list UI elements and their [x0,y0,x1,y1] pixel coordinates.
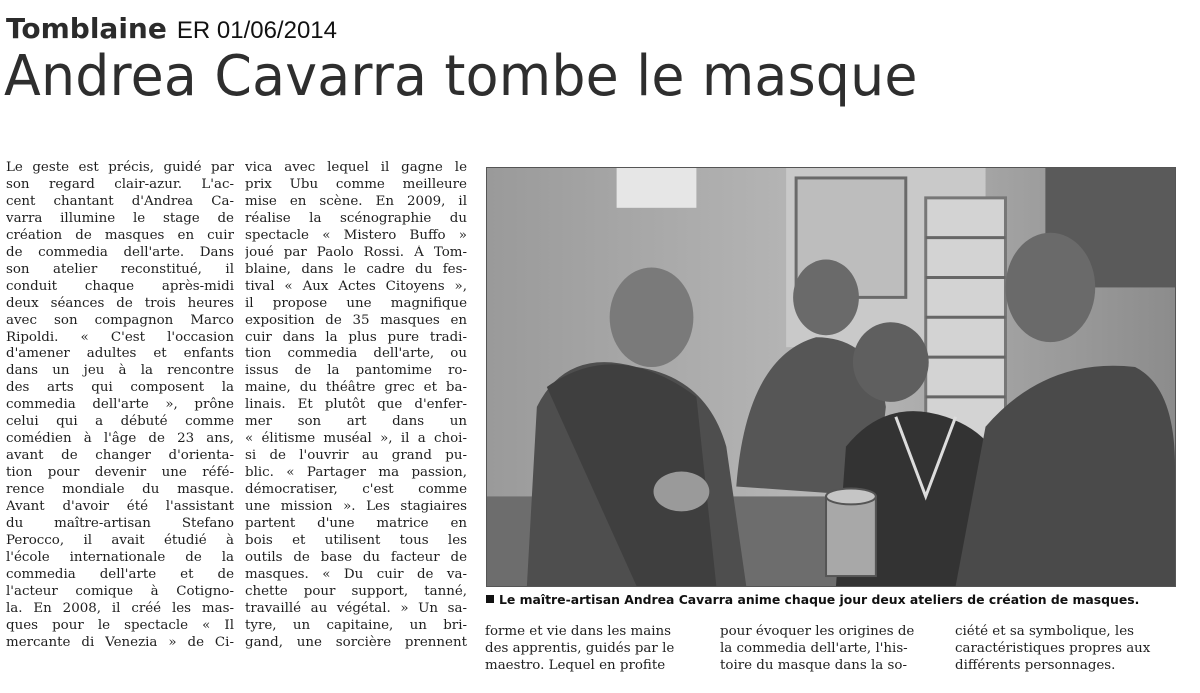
article-line: Avant d'avoir été l'assistant [6,499,234,515]
article-bottom-column-1 [485,624,707,675]
article-line: cent chantant d'Andrea Ca- [6,193,234,209]
article-line: Perocco, il avait étudié à [6,532,234,548]
article-line: ciété et sa symbolique, les [955,624,1134,639]
article-line: outils de base du facteur de [245,549,467,565]
article-line: mercante di Venezia » de Ci- [6,634,234,650]
article-line: maestro. Lequel en profite [485,657,666,673]
article-line: pour évoquer les origines de [720,624,915,639]
article-column-1 [6,160,234,652]
article-line: démocratiser, c'est comme [245,482,467,498]
article-line: cuir dans la plus pure tradi- [245,329,467,345]
article-line: des arts qui composent la [6,380,234,396]
article-column-2 [245,160,467,652]
article-line: mer son art dans un [245,414,467,430]
article-bottom-column-3 [955,624,1180,675]
article-line: deux séances de trois heures [6,295,234,311]
article-photo [486,167,1176,587]
article-line: forme et vie dans les mains [485,624,671,639]
article-line: vica avec lequel il gagne le [245,160,467,175]
caption-bullet [486,595,494,603]
article-line: exposition de 35 masques en [245,312,467,328]
article-line: tyre, un capitaine, un bri- [245,617,467,633]
article-line: bois et utilisent tous les [245,532,467,548]
article-line: commedia dell'arte », prône [6,397,234,413]
article-line: toire du masque dans la so- [720,657,907,673]
photo-caption [486,592,1186,607]
kicker [6,12,337,45]
article-line: Le geste est précis, guidé par [6,160,234,175]
headline: Andrea Cavarra tombe le masque [4,44,918,109]
article-line: travaillé au végétal. » Un sa- [245,600,467,616]
article-line: « élitisme muséal », il a choi- [245,431,467,447]
article-line: gand, une sorcière prennent [245,634,467,650]
article-line: rence mondiale du masque. [6,482,234,498]
article-line: différents personnages. [955,657,1116,673]
article-line: des apprentis, guidés par le [485,640,675,656]
article-line: celui qui a débuté comme [6,414,234,430]
article-line: son regard clair-azur. L'ac- [6,176,234,192]
workshop-photo-illustration [487,168,1175,586]
article-line: la commedia dell'arte, l'his- [720,640,908,656]
kicker-place: Tomblaine [6,12,167,45]
article-line: avec son compagnon Marco [6,312,234,328]
article-line: du maître-artisan Stefano [6,516,234,532]
article-line: de commedia dell'arte. Dans [6,244,234,260]
article-line: dans un jeu à la rencontre [6,363,234,379]
article-line: maine, du théâtre grec et ba- [245,380,467,396]
article-line: linais. Et plutôt que d'enfer- [245,397,467,413]
article-line: conduit chaque après-midi [6,278,234,294]
article-line: joué par Paolo Rossi. À Tom- [245,244,467,260]
article-line: si de l'ouvrir au grand pu- [245,448,467,464]
article-line: avant de changer d'orienta- [6,448,234,464]
article-line: varra illumine le stage de [6,210,234,226]
article-line: l'école internationale de la [6,549,234,565]
article-line: Ripoldi. « C'est l'occasion [6,329,234,345]
article-line: création de masques en cuir [6,227,234,243]
article-line: chette pour support, tanné, [245,583,467,599]
article-line: mise en scène. En 2009, il [245,193,467,209]
article-line: prix Ubu comme meilleure [245,176,467,192]
article-line: masques. « Du cuir de va- [245,566,467,582]
article-line: commedia dell'arte et de [6,566,234,582]
article-line: blaine, dans le cadre du fes- [245,261,467,277]
article-line: tion pour devenir une réfé- [6,465,234,481]
article-line: comédien à l'âge de 23 ans, [6,431,234,447]
article-line: tion commedia dell'arte, ou [245,346,467,362]
photo-caption-text: Le maître-artisan Andrea Cavarra anime chaque jour deux ateliers de création de masques. [499,592,1140,607]
article-line: blic. « Partager ma passion, [245,465,467,481]
article-bottom-column-2 [720,624,942,675]
article-line: d'amener adultes et enfants [6,346,234,362]
article-line: la. En 2008, il créé les mas- [6,600,234,616]
article-line: il propose une magnifique [245,295,467,311]
article-line: son atelier reconstitué, il [6,261,234,277]
article-line: issus de la pantomime ro- [245,363,467,379]
article-line: l'acteur comique à Cotigno- [6,583,234,599]
publication-date: ER 01/06/2014 [176,17,337,44]
article-line: spectacle « Mistero Buffo » [245,227,467,243]
article-line: ques pour le spectacle « Il [6,617,234,633]
article-line: partent d'une matrice en [245,516,467,532]
article-line: réalise la scénographie du [245,210,467,226]
article-line: une mission ». Les stagiaires [245,499,467,515]
article-line: tival « Aux Actes Citoyens », [245,278,467,294]
article-line: caractéristiques propres aux [955,640,1151,656]
